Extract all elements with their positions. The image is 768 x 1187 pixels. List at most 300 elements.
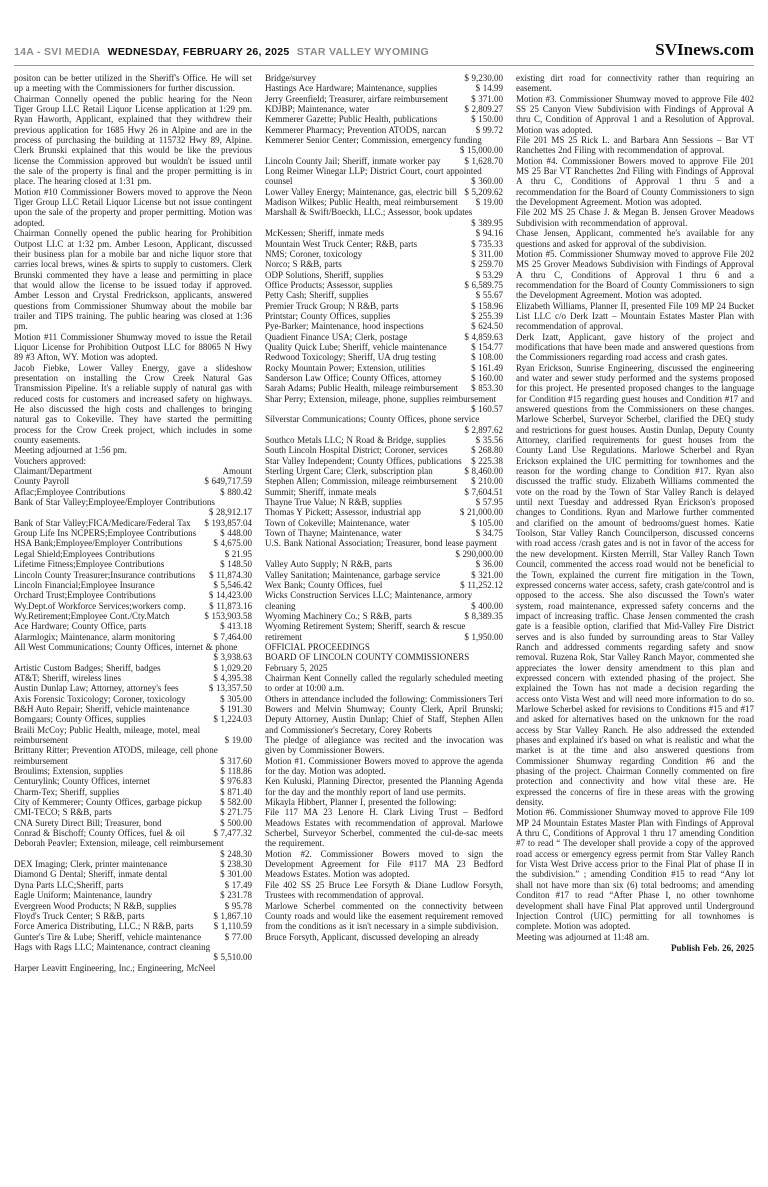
- paragraph: File 201 MS 25 Rick L. and Barbara Ann Sessions – Bar VT Ranchettes 2nd Filing with recommendation of approval.: [516, 135, 754, 156]
- paragraph: File 402 SS 25 Bruce Lee Forsyth & Diane Ludlow Forsyth, Trustees with recommendation of approval.: [265, 879, 503, 901]
- voucher-row: [14, 549, 252, 559]
- voucher-row: [265, 197, 503, 207]
- voucher-amount: $ 11,252.12: [460, 579, 503, 590]
- voucher-amount: $ 53.29: [475, 269, 503, 280]
- paragraph: Others in attendance included the following: Commissioners Teri Bowers and Melvin Shumway; County Clerk, April Brunski; Deputy Attorney, Austin Dunlap; Chief of Staff, Stephen Allen and Commissioner's Secretary, Corey Roberts: [265, 693, 503, 735]
- voucher-row: [14, 838, 252, 859]
- voucher-amount: $ 150.00: [471, 114, 503, 125]
- voucher-amount: $ 582.00: [220, 797, 252, 808]
- voucher-row: [14, 590, 252, 600]
- voucher-claimant: Bomgaars; County Offices, supplies: [14, 714, 146, 725]
- voucher-row: [14, 673, 252, 683]
- voucher-amount: $ 95.78: [224, 900, 252, 911]
- voucher-amount: $ 7,604.51: [464, 486, 503, 497]
- voucher-claimant: Marshall & Swift/Boeckh, LLC.; Assessor, book updates: [265, 207, 473, 218]
- voucher-amount: $ 94.16: [475, 228, 503, 239]
- voucher-claimant: Shar Perry; Extension, mileage, phone, supplies reimbursement: [265, 393, 497, 404]
- voucher-amount: $ 400.00: [471, 600, 503, 611]
- voucher-row: [14, 797, 252, 807]
- voucher-claimant: Town of Cokeville; Maintenance, water: [265, 517, 410, 528]
- voucher-claimant: Stephen Allen; Commission, mileage reimbursement: [265, 476, 457, 487]
- voucher-row: [265, 507, 503, 517]
- voucher-claimant: Office Products; Assessor, supplies: [265, 279, 393, 290]
- masthead-left: [14, 46, 433, 58]
- voucher-row: [14, 869, 252, 879]
- page-label: 14A - SVI MEDIA: [14, 46, 101, 58]
- voucher-amount: $ 2,809.27: [464, 104, 503, 115]
- paragraph: Chase Jensen, Applicant, commented he's available for any questions and asked for approval of the subdivision.: [516, 228, 754, 249]
- voucher-amount: $ 735.33: [471, 238, 503, 249]
- voucher-row: [265, 456, 503, 466]
- voucher-row: [265, 352, 503, 362]
- voucher-row: [14, 766, 252, 776]
- column-1: [14, 73, 252, 973]
- voucher-claimant: Lincoln County Treasurer;Insurance contributions: [14, 569, 196, 580]
- voucher-row: [265, 590, 503, 611]
- voucher-claimant: Legal Shield;Employees Contributions: [14, 548, 155, 559]
- voucher-row: [14, 621, 252, 631]
- voucher-claimant: Redwood Toxicology; Sheriff, UA drug testing: [265, 352, 437, 363]
- voucher-row: [14, 890, 252, 900]
- paragraph: The pledge of allegiance was recited and the invocation was given by Commissioner Bowers.: [265, 735, 503, 756]
- voucher-claimant: Alarmlogix; Maintenance, alarm monitoring: [14, 631, 176, 642]
- voucher-row: [14, 632, 252, 642]
- voucher-amount: $ 255.39: [471, 310, 503, 321]
- voucher-row: [265, 414, 503, 435]
- voucher-amount: $ 976.83: [220, 776, 252, 787]
- voucher-row: [265, 528, 503, 538]
- voucher-amount: $ 3,938.63: [213, 652, 252, 663]
- voucher-amount: $ 259.70: [471, 259, 503, 270]
- voucher-claimant: Claimant/Department: [14, 466, 92, 477]
- voucher-claimant: Brittany Ritter; Prevention ATODS, mileage, cell phone reimbursement: [14, 745, 218, 766]
- voucher-amount: $ 231.78: [220, 890, 252, 901]
- voucher-row: [14, 921, 252, 931]
- voucher-claimant: Wy.Retirement;Employee Cont./Cty.Match: [14, 610, 170, 621]
- voucher-row: [265, 363, 503, 373]
- voucher-row: [14, 942, 252, 963]
- voucher-claimant: Southco Metals LLC; N Road & Bridge, supplies: [265, 435, 446, 446]
- paragraph: Chairman Kent Connelly called the regularly scheduled meeting to order at 10:00 a.m.: [265, 672, 503, 694]
- voucher-claimant: McKessen; Sheriff, inmate meds: [265, 228, 385, 239]
- voucher-amount: $ 8,460.00: [464, 466, 503, 477]
- voucher-claimant: Valley Auto Supply; N R&B, parts: [265, 559, 393, 570]
- paragraph: Motion #11 Commissioner Shumway moved to issue the Retail Liquor License for Prohibition Outpost LLC for 88065 N Hwy 89 #3 Afton, WY. Motion was adopted.: [14, 331, 252, 363]
- voucher-amount: $ 14.99: [475, 83, 503, 94]
- voucher-claimant: Sterling Urgent Care; Clerk, subscription plan: [265, 466, 433, 477]
- paragraph: Motion #2. Commissioner Bowers moved to sign the Development Agreement for File #117 MA 23 Bedford Meadows Estates. Motion was adopted.: [265, 848, 503, 880]
- voucher-row: [14, 859, 252, 869]
- voucher-amount: $ 1,029.20: [213, 662, 252, 673]
- paragraph: Ryan Erickson, Sunrise Engineering, discussed the engineering and water and sewer study performed and the systems proposed for this project. He presented proposed changes to the language for Condition #15 regarding guest houses and Condition #17 and answered questions from the Commissioners on these changes. Marlowe Scherbel, Surveyor Scherbel, clarified the DEQ study and restrictions for guest houses. Austin Dunlap, Deputy County Attorney, clarified requirements for guest houses from the County Land Use Regulations. Marlowe Scherbel and Ryan Erickson explained the UIC permitting for townhomes and the reason for the wording change to Condition #17. Ryan also discussed the traffic study. Elizabeth Williams commented the vote on the road by the Town of Star Valley Ranch is delayed until next Tuesday and addressed Ryan Erickson's proposed changes to Conditions. Ryan and Marlowe further commented and clarified on the amount of bedrooms/guest homes. Katie Toolson, Star Valley Ranch Councilperson, discussed concerns with road access /crash gates and is not in favor of the access for the new development. Kirsten Merrill, Star Valley Ranch Town Council, commented the access road would not be beneficial to the Town, explained the current fire mitigation in the Town, expressed concerns water access, safety, crash gate/control and is opposed to the access. She also discussed the Town's water system, road maintenance, expressed safety concerns and the impact of increasing traffic. Chase Jensen commented the crash gate is a feasible option, clarified that Mid-Valley Fire District serves and is also funded by surrounding areas to Star Valley Ranch and addressed comments regarding safety and snow removal. Ruzena Rok, Star Valley Ranch Mayor, commented she appreciates the lower density amendment to this plan and expressed concern with extended phasing of the project. She explained the Town has not made a decision regarding the access onto Vista West and will need more information to do so. Marlowe Scherbel asked for revisions to Conditions #15 and #17 and asked for alternatives based on the unknown for the road access by Star Valley Ranch. He also addressed the extended phases and explained it's based on what is realistic and what the market is at the time and also answered questions from Commissioner Shumway regarding Condition #6 and the phasing of the project. Chairman Connelly commented on fire protection and connectivity and how vital these are. He expressed the concerns of fire in these areas with the growing density.: [516, 362, 755, 808]
- voucher-amount: $ 624.50: [471, 321, 503, 332]
- voucher-claimant: Quadient Finance USA; Clerk, postage: [265, 331, 408, 342]
- voucher-amount: $ 301.00: [220, 869, 252, 880]
- voucher-amount: $ 19.00: [224, 735, 252, 745]
- voucher-claimant: Bank of Star Valley;FICA/Medicare/Federal Tax: [14, 517, 191, 528]
- voucher-row: [14, 683, 252, 693]
- voucher-claimant: U.S. Bank National Association; Treasurer, bond lease payment: [265, 538, 497, 549]
- paragraph: Elizabeth Williams, Planner II, presented File 109 MP 24 Bucket List LLC c/o Derk Izatt – Mountain Estates Master Plan with recommendation of approval.: [516, 300, 754, 332]
- voucher-row: [14, 570, 252, 580]
- voucher-amount: $ 148.50: [220, 559, 252, 570]
- voucher-row: [265, 135, 503, 156]
- voucher-amount: $ 7,477.32: [213, 828, 252, 839]
- voucher-row: [14, 901, 252, 911]
- voucher-claimant: Braili McCoy; Public Health, mileage, motel, meal reimbursement: [14, 724, 201, 745]
- voucher-amount: $ 1,110.59: [213, 921, 252, 932]
- voucher-claimant: Dyna Parts LLC;Sheriff, parts: [14, 879, 124, 890]
- voucher-header-row: [14, 466, 252, 476]
- voucher-claimant: Wex Bank; County Offices, fuel: [265, 579, 383, 590]
- voucher-amount: $ 77.00: [224, 931, 252, 942]
- voucher-amount: $ 4,859.63: [464, 331, 503, 342]
- voucher-amount: $ 271.75: [220, 807, 252, 818]
- voucher-claimant: Bank of Star Valley;Employee/Employer Contributions: [14, 497, 215, 508]
- voucher-claimant: Kemmerer Gazette; Public Health, publications: [265, 114, 438, 125]
- voucher-amount: $ 1,628.70: [464, 155, 503, 166]
- voucher-row: [14, 538, 252, 548]
- paragraph: Chairman Connelly opened the public hearing for the Neon Tiger Group LLC Retail Liquor License application at 1:29 pm. Ryan Haworth, Applicant, explained that they withdrew their previous application for 1685 Hwy 26 in Alpine and are in the process of purchasing the building at 115732 Hwy 89, Alpine. Clerk Brunski explained that this would be like the previous license the Commission approved but wouldn't be issued until the sale of the property is final and the proper permitting is in place. The hearing closed at 1:31 pm.: [14, 93, 252, 187]
- voucher-row: [265, 497, 503, 507]
- voucher-row: [265, 611, 503, 621]
- voucher-claimant: Diamond G Dental; Sheriff, inmate dental: [14, 869, 168, 880]
- voucher-amount: $ 57.95: [475, 497, 503, 508]
- voucher-claimant: CNA Surety Direct Bill; Treasurer, bond: [14, 817, 162, 828]
- voucher-amount: $ 118.86: [220, 766, 252, 777]
- voucher-amount: $ 160.57: [471, 404, 503, 414]
- publish-line: Publish Feb. 26, 2025: [671, 942, 754, 953]
- site-name: SVInews.com: [655, 40, 754, 59]
- voucher-claimant: Lifetime Fitness;Employee Contributions: [14, 559, 165, 570]
- voucher-amount: $ 371.00: [471, 93, 503, 104]
- voucher-amount: $ 880.42: [220, 486, 252, 497]
- voucher-amount: $ 160.00: [471, 372, 503, 383]
- voucher-row: [265, 125, 503, 135]
- voucher-amount: $ 34.75: [475, 528, 503, 539]
- voucher-claimant: Lincoln Financial;Employee Insurance: [14, 579, 155, 590]
- voucher-amount: $ 1,950.00: [464, 631, 503, 642]
- voucher-amount: $ 11,873.16: [209, 600, 252, 611]
- voucher-row: [265, 559, 503, 569]
- voucher-amount: $ 7,464.00: [213, 631, 252, 642]
- voucher-row: [14, 580, 252, 590]
- paragraph: Jacob Fiebke, Lower Valley Energy, gave a slideshow presentation on installing the Crow Creek Natural Gas Transmission Pipeline. It's a reliable supply of natural gas with reduced costs for customers and increased safety on highways. He also discussed the high costs and challenges to bringing natural gas to Cokeville. They have started the permitting process for the Crow Creek project, which includes in some county easements.: [14, 362, 252, 446]
- voucher-claimant: Eagle Uniform; Maintenance, laundry: [14, 890, 153, 901]
- voucher-amount: $ 154.77: [471, 341, 503, 352]
- voucher-claimant: Deborah Peavler; Extension, mileage, cell reimbursement: [14, 838, 224, 849]
- voucher-amount: $ 413.18: [220, 621, 252, 632]
- voucher-claimant: Ace Hardware; County Office, parts: [14, 621, 147, 632]
- voucher-amount: $ 36.00: [475, 559, 503, 570]
- voucher-claimant: Summit; Sheriff, inmate meals: [265, 486, 377, 497]
- voucher-amount: $ 55.67: [475, 290, 503, 301]
- paragraph: February 5, 2025: [265, 662, 328, 673]
- voucher-row: [265, 394, 503, 415]
- voucher-row: [14, 528, 252, 538]
- voucher-amount: $ 105.00: [471, 517, 503, 528]
- voucher-claimant: Wicks Construction Services LLC; Maintenance, armory cleaning: [265, 590, 473, 611]
- voucher-claimant: Madison Wilkes; Public Health, meal reimbursement: [265, 197, 458, 208]
- voucher-row: [14, 518, 252, 528]
- voucher-claimant: Sanderson Law Office; County Offices, attorney: [265, 372, 442, 383]
- voucher-row: [14, 725, 252, 746]
- voucher-claimant: Rocky Mountain Power; Extension, utilities: [265, 362, 425, 373]
- voucher-claimant: Quality Quick Lube; Sheriff, vehicle maintenance: [265, 341, 447, 352]
- voucher-row: [265, 83, 503, 93]
- voucher-claimant: Petty Cash; Sheriff, supplies: [265, 290, 369, 301]
- masthead-date: WEDNESDAY, FEBRUARY 26, 2025: [107, 46, 290, 58]
- voucher-row: [265, 435, 503, 445]
- voucher-row: [265, 94, 503, 104]
- voucher-amount: $ 14,423.00: [208, 590, 252, 601]
- voucher-row: [14, 601, 252, 611]
- voucher-claimant: Jerry Greenfield; Treasurer, airfare reimbursement: [265, 93, 448, 104]
- voucher-row: [265, 570, 503, 580]
- voucher-claimant: Town of Thayne; Maintenance, water: [265, 528, 402, 539]
- paragraph: Mikayla Hibbert, Planner I, presented the following:: [265, 797, 457, 808]
- voucher-claimant: Orchard Trust;Employee Contributions: [14, 590, 156, 601]
- voucher-row: [14, 642, 252, 663]
- voucher-claimant: Broulims; Extension, supplies: [14, 766, 124, 777]
- voucher-row: [265, 487, 503, 497]
- voucher-claimant: Centurylink; County Offices, internet: [14, 776, 151, 787]
- voucher-row: [265, 270, 503, 280]
- voucher-claimant: Hags with Rags LLC; Maintenance, contract cleaning: [14, 941, 211, 952]
- voucher-amount: $ 268.80: [471, 445, 503, 456]
- paragraph: Chairman Connelly opened the public hearing for Prohibition Outpost LLC at 1:32 pm. Amber Lesoon, Applicant, discussed their business plan for a mobile bar and niche liquor store that carries local brews, wines & spirts to supply to customers. Clerk Brunski commented they have a lease and permitting in place that would allow the license to be issued today if approved. Amber Lesson and Crystal Fredrickson, applicants, answered questions from Commissioner Shumway about the mobile bar trailer and TIPS training. The public hearing was closed at 1:36 pm.: [14, 228, 252, 332]
- voucher-claimant: NMS; Coroner, toxicology: [265, 248, 363, 259]
- voucher-row: [265, 104, 503, 114]
- voucher-row: [265, 383, 503, 393]
- voucher-row: [265, 580, 503, 590]
- voucher-claimant: Long Reimer Winegar LLP; District Court, court appointed counsel: [265, 166, 482, 187]
- voucher-amount: $ 19.00: [475, 197, 503, 208]
- voucher-claimant: Thomas Y Pickett; Assessor, industrial app: [265, 507, 421, 518]
- voucher-amount: $ 13,357.50: [208, 683, 252, 694]
- paragraph: Bruce Forsyth, Applicant, discussed developing an already: [265, 931, 479, 942]
- column-3: [516, 73, 754, 973]
- voucher-row: [265, 239, 503, 249]
- voucher-amount: $ 161.49: [471, 362, 503, 373]
- voucher-claimant: B&H Auto Repair; Sheriff, vehicle maintenance: [14, 703, 190, 714]
- voucher-row: [265, 621, 503, 642]
- paragraph: Harper Leavitt Engineering, Inc.; Engineering, McNeel: [14, 962, 216, 973]
- voucher-row: [265, 321, 503, 331]
- voucher-row: [14, 807, 252, 817]
- voucher-row: [14, 818, 252, 828]
- voucher-amount: $ 649,717.59: [204, 476, 252, 487]
- paragraph: Marlowe Scherbel commented on the connectivity between County roads and would like the easement requirement removed from the conditions as it isn't necessary in a simple subdivision.: [265, 900, 503, 932]
- voucher-claimant: Mountain West Truck Center; R&B, parts: [265, 238, 418, 249]
- voucher-row: [14, 745, 252, 766]
- voucher-claimant: City of Kemmerer; County Offices, garbage pickup: [14, 797, 202, 808]
- voucher-amount: $ 225.38: [471, 455, 503, 466]
- voucher-row: [265, 187, 503, 197]
- voucher-row: [14, 828, 252, 838]
- voucher-amount: $ 15,000.00: [459, 145, 503, 156]
- voucher-claimant: Aflac;Employee Contributions: [14, 486, 126, 497]
- paragraph: File 117 MA 23 Lenore H. Clark Living Trust – Bedford Meadows Estates with recommendation of approval. Marlowe Scherbel, Surveyor Scherbel, commented the cul-de-sac meets the requirement.: [265, 807, 503, 849]
- voucher-row: [265, 476, 503, 486]
- voucher-row: [265, 311, 503, 321]
- voucher-claimant: Kemmerer Pharmacy; Prevention ATODS, narcan: [265, 124, 447, 135]
- voucher-amount: $ 5,209.62: [464, 186, 503, 197]
- voucher-amount: $ 321.00: [471, 569, 503, 580]
- voucher-amount: $ 871.40: [220, 786, 252, 797]
- voucher-claimant: Wy.Dept.of Workforce Services;workers comp.: [14, 600, 186, 611]
- paragraph: Motion #3. Commissioner Shumway moved to approve File 402 SS 25 Canyon View Subdivision with Findings of Approval A thru C, Condition of Approval 1 and a Resolution of Approval. Motion was adopted.: [516, 93, 754, 135]
- voucher-row: [14, 787, 252, 797]
- voucher-claimant: Austin Dunlap Law; Attorney, attorney's fees: [14, 683, 179, 694]
- voucher-claimant: Premier Truck Group; N R&B, parts: [265, 300, 399, 311]
- voucher-amount: $ 360.00: [471, 176, 503, 187]
- voucher-claimant: Bridge/survey: [265, 73, 316, 83]
- paragraph: Motion #5. Commissioner Shumway moved to approve File 202 MS 25 Grover Meadows Subdivision with Findings of Approval A thru C, Conditions of Approval 1 thru 6 and a recommendation for the Board of County Commissioners to sign the Development Agreement. Motion was adopted.: [516, 248, 754, 301]
- voucher-amount: $ 5,546.42: [213, 579, 252, 590]
- voucher-claimant: Gunter's Tire & Lube; Sheriff, vehicle maintenance: [14, 931, 202, 942]
- voucher-row: [14, 880, 252, 890]
- voucher-amount: $ 6,589.75: [464, 279, 503, 290]
- voucher-claimant: Group Life Ins NCPERS;Employee Contributions: [14, 528, 197, 539]
- voucher-row: [14, 932, 252, 942]
- voucher-amount: Amount: [222, 466, 252, 477]
- voucher-row: [265, 114, 503, 124]
- voucher-row: [265, 280, 503, 290]
- voucher-amount: $ 191.30: [220, 703, 252, 714]
- voucher-claimant: Printstar; County Offices, supplies: [265, 310, 391, 321]
- voucher-row: [265, 73, 503, 83]
- voucher-row: [265, 445, 503, 455]
- voucher-amount: $ 28,912.17: [208, 507, 252, 518]
- voucher-amount: $ 108.00: [471, 352, 503, 363]
- voucher-row: [265, 228, 503, 238]
- voucher-amount: $ 1,224.03: [213, 714, 252, 725]
- voucher-claimant: Thayne True Value; N R&B, supplies: [265, 497, 402, 508]
- paragraph: File 202 MS 25 Chase J. & Megan B. Jensen Grover Meadows Subdivision with recommendation of approval.: [516, 207, 754, 228]
- voucher-amount: $ 193,857.04: [204, 517, 252, 528]
- paragraph: Motion #4. Commissioner Bowers moved to approve File 201 MS 25 Bar VT Ranchettes 2nd Filing with Findings of Approval A thru C, Conditions of Approval 1 thru 5 and a recommendation for the Board of County Commissioners to sign the Development Agreement. Motion was adopted.: [516, 155, 754, 208]
- voucher-row: [14, 704, 252, 714]
- voucher-row: [14, 559, 252, 569]
- voucher-amount: $ 35.56: [475, 435, 503, 446]
- voucher-amount: $ 448.00: [220, 528, 252, 539]
- voucher-row: [14, 663, 252, 673]
- voucher-claimant: Floyd's Truck Center; S R&B, parts: [14, 910, 145, 921]
- voucher-row: [265, 373, 503, 383]
- voucher-amount: $ 500.00: [220, 817, 252, 828]
- voucher-claimant: Lincoln County Jail; Sheriff, inmate worker pay: [265, 155, 441, 166]
- paragraph: Meeting adjourned at 1:56 pm.: [14, 445, 127, 456]
- voucher-row: [265, 342, 503, 352]
- columns: [14, 73, 754, 973]
- voucher-amount: $ 4,395.38: [213, 672, 252, 683]
- voucher-row: [265, 166, 503, 187]
- voucher-amount: $ 21.95: [224, 548, 252, 559]
- voucher-claimant: Valley Sanitation; Maintenance, garbage service: [265, 569, 441, 580]
- voucher-amount: $ 305.00: [220, 693, 252, 704]
- paragraph: Vouchers approved:: [14, 455, 86, 466]
- voucher-amount: $ 238.30: [220, 859, 252, 870]
- voucher-amount: $ 9,230.00: [464, 73, 503, 83]
- voucher-amount: $ 17.49: [224, 879, 252, 890]
- voucher-claimant: ODP Solutions, Sheriff, supplies: [265, 269, 384, 280]
- voucher-claimant: Pye-Barker; Maintenance, hood inspections: [265, 321, 424, 332]
- voucher-amount: $ 853.30: [471, 383, 503, 394]
- column-2: [265, 73, 503, 973]
- voucher-row: [14, 776, 252, 786]
- voucher-row: [265, 332, 503, 342]
- voucher-row: [14, 476, 252, 486]
- voucher-amount: $ 389.95: [471, 217, 503, 228]
- voucher-claimant: Lower Valley Energy; Maintenance, gas, electric bill: [265, 186, 457, 197]
- voucher-amount: $ 99.72: [475, 124, 503, 135]
- paragraph: Motion #10 Commissioner Bowers moved to approve the Neon Tiger Group LLC Retail Liquor License but not issue contingent upon the sale of the property and proper permitting. Motion was adopted.: [14, 186, 252, 228]
- voucher-row: [265, 259, 503, 269]
- voucher-claimant: Star Valley Independent; County Offices, publications: [265, 455, 462, 466]
- paragraph: positon can be better utilized in the Sheriff's Office. He will set up a meeting with the Commissioners for further discussion.: [14, 73, 252, 94]
- voucher-amount: $ 311.00: [471, 248, 503, 259]
- voucher-row: [265, 207, 503, 228]
- voucher-amount: $ 5,510.00: [213, 952, 252, 963]
- voucher-amount: $ 8,389.35: [464, 610, 503, 621]
- voucher-claimant: DEX Imaging; Clerk, printer maintenance: [14, 859, 168, 870]
- voucher-claimant: KDJBP; Maintenance, water: [265, 104, 370, 115]
- voucher-claimant: South Lincoln Hospital District; Coroner, services: [265, 445, 448, 456]
- voucher-claimant: Artistic Custom Badges; Sheriff, badges: [14, 662, 161, 673]
- voucher-claimant: Kemmerer Senior Center; Commission, emergency funding: [265, 135, 482, 146]
- voucher-claimant: Conrad & Bischoff; County Offices, fuel & oil: [14, 828, 185, 839]
- voucher-amount: $ 248.30: [220, 848, 252, 859]
- voucher-row: [265, 249, 503, 259]
- voucher-claimant: Evergreen Wood Products; N R&B, supplies: [14, 900, 177, 911]
- paragraph: Ken Kuluski, Planning Director, presented the Planning Agenda for the day and the monthly report of land use permits.: [265, 776, 503, 797]
- voucher-amount: $ 153,903.58: [204, 610, 252, 621]
- voucher-row: [14, 714, 252, 724]
- voucher-amount: $ 21,000.00: [459, 507, 503, 518]
- voucher-claimant: County Payroll: [14, 476, 70, 487]
- paragraph: OFFICIAL PROCEEDINGS: [265, 641, 370, 652]
- voucher-row: [14, 497, 252, 518]
- voucher-row: [265, 156, 503, 166]
- voucher-row: [265, 466, 503, 476]
- voucher-claimant: Axis Forensic Toxicology; Coroner, toxicology: [14, 693, 186, 704]
- voucher-row: [265, 301, 503, 311]
- voucher-row: [265, 518, 503, 528]
- paragraph: Meeting was adjourned at 11:48 am.: [516, 931, 650, 942]
- voucher-row: [14, 611, 252, 621]
- voucher-row: [14, 487, 252, 497]
- voucher-row: [265, 290, 503, 300]
- masthead: [14, 40, 754, 66]
- voucher-amount: $ 2,897.62: [464, 424, 503, 435]
- voucher-claimant: HSA Bank;Employee/Employer Contributions: [14, 538, 183, 549]
- voucher-claimant: CMI-TECO; S R&B, parts: [14, 807, 112, 818]
- voucher-claimant: Wyoming Machinery Co.; S R&B, parts: [265, 610, 412, 621]
- voucher-row: [265, 538, 503, 559]
- paragraph: Motion #1. Commissioner Bowers moved to approve the agenda for the day. Motion was adopted.: [265, 755, 503, 777]
- voucher-claimant: Wyoming Retirement System; Sheriff, search & rescue retirement: [265, 621, 466, 642]
- voucher-claimant: Force America Distributing, LLC.; N R&B, parts: [14, 921, 194, 932]
- voucher-claimant: Norco; S R&B, parts: [265, 259, 342, 270]
- voucher-claimant: Sarah Adams; Public Health, mileage reimbursement: [265, 383, 458, 394]
- voucher-amount: $ 317.60: [220, 755, 252, 766]
- voucher-amount: $ 4,675.00: [213, 538, 252, 549]
- paragraph: Motion #6. Commissioner Shumway moved to approve File 109 MP 24 Mountain Estates Master Plan with Findings of Approval A thru C, Conditions of Approval 1 thru 17 amending Condition #7 to read “ The developer shall provide a copy of the approved road access or emergency egress permit from Star Valley Ranch for Vista West Drive access prior to the Final Plat of phase II in the subdivision.” ; amending Condition #15 to read “Any lot shall not have more than six (6) total bedrooms; and amending Conditon #17 to read “After Phase I, no other townhome development shall have Final Plat approved until Underground Injection Control (UIC) permitting for all townhomes is complete. Motion was adopted.: [516, 807, 754, 932]
- voucher-amount: $ 210.00: [471, 476, 503, 487]
- voucher-claimant: All West Communications; County Offices, internet & phone: [14, 641, 238, 652]
- voucher-claimant: Silverstar Communications; County Offices, phone service: [265, 414, 480, 425]
